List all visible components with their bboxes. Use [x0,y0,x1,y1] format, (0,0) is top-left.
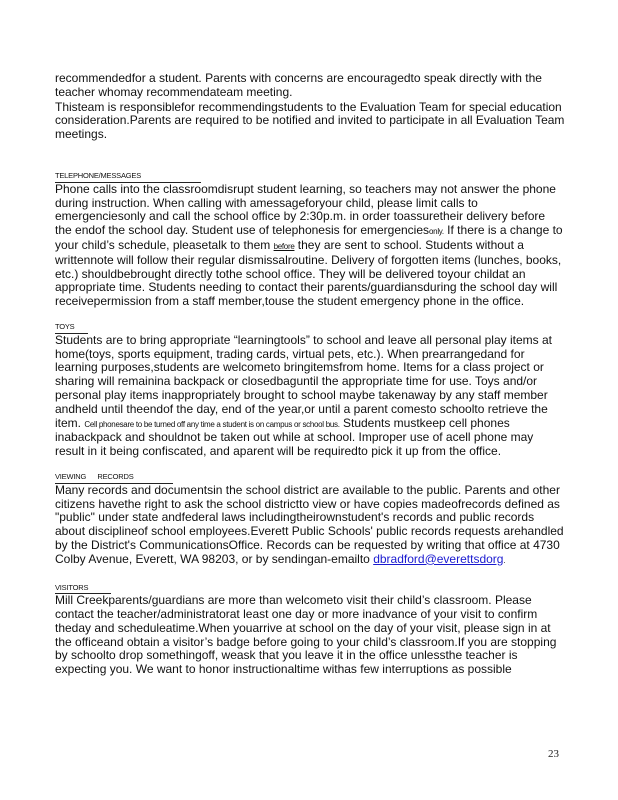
toys-section [55,319,565,459]
telephone-text-3: they are sent to school. Students without a writtennote will follow their regular dismissalroutine. Delivery of forgotten items (lunches, books, etc.) shouldbebrought directly tothe school office. They will be delivered toyour childat an appropriate time. Students needing to contact their parents/guardiansduring the school day will receivepermission from a staff member,touse the student emergency phone in the office. [55,237,562,309]
records-heading: VIEWING RECORDS [55,471,134,481]
toys-text-end: Students mustkeep cell phones inabackpack and shouldnot be taken out while at school. Improper use of acell phone may result in it being confiscated, and aparent will be requiredto pick it up from the office. [55,415,534,459]
telephone-only-word: only. [429,227,444,237]
intro-paragraph-1: recommendedfor a student. Parents with concerns are encouragedto speak directly with the teacher whomay recommendateam meeting. [55,71,542,99]
telephone-text-1: Phone calls into the classroomdisrupt student learning, so teachers may not answer the phone during instruction. When calling with amessageforyour child, please limit calls to emergenciesonly and call the school office by 2:30p.m. in order toassuretheir delivery before the endof the school day. Student use of telephonesis for emergencies [55,181,556,238]
toys-cell-phone-text: Cell phonesare to be turned off any time a student is on campus or school bus. [84,419,340,429]
telephone-section [55,168,565,309]
page-content [55,72,565,677]
records-email-tail: . [503,555,506,565]
toys-text-main: Students are to bring appropriate “learningtools” to school and leave all personal play items at home(toys, sports equipment, trading cards, virtual pets, etc.). When prearrangedand for learning purposes,students are welcometo bringitemsfrom home. Items for a class project or sharing will remainina backpack or closedbaguntil the appropriate time for use. Toys and/or personal play items inappropriately brought to school maybe takenaway by any staff member andheld until theendof the day, end of the year,or until a parent comesto schoolto retrieve the item. [55,332,552,430]
telephone-text-2: If there is a change to your child’s schedule, pleasetalk to them [55,223,563,252]
telephone-heading: TELEPHONE/MESSAGES [55,170,142,180]
records-text: Many records and documentsin the school district are available to the public. Parents and other citizens havethe right to ask the school districtto view or have copies madeofrecords defined as "public" under state andfederal laws includingtheirownstudent's records and public records about disciplineof school employees.Everett Public Schools' public records requests arehandled by the District's CommunicationsOffice. Records can be requested by writing that office at 4730 Colby Avenue, Everett, WA 98203, or by sendingan-emailto [55,482,564,566]
visitors-section [55,580,565,678]
records-paragraph [55,484,565,568]
page-number: 23 [548,748,559,760]
visitors-heading: VISITORS [55,582,89,592]
telephone-paragraph [55,183,565,309]
toys-paragraph [55,334,565,459]
toys-heading: TOYS [55,321,75,331]
visitors-paragraph: Mill Creekparents/guardians are more than welcometo visit their child’s classroom. Please contact the teacher/administratorat least one day or more inadvance of your visit to confirm theday and scheduleatime.When youarrive at school on the day of your visit, please sign in at the officeand obtain a visitor’s badge before going to your child’s classroom.If you are stopping by schoolto drop somethingoff, weask that you leave it in the office unlessthe teacher is expecting you. We want to honor instructionaltime withas few interruptions as possible [55,593,557,677]
intro-paragraph-2: Thisteam is responsiblefor recommendingstudents to the Evaluation Team for special education consideration.Parents are required to be notified and invited to participate in all Evaluation Team meetings. [55,99,565,142]
records-section [55,469,565,568]
records-email-link[interactable]: dbradford@everettsdorg [373,551,504,566]
telephone-before-word: before [273,241,295,251]
